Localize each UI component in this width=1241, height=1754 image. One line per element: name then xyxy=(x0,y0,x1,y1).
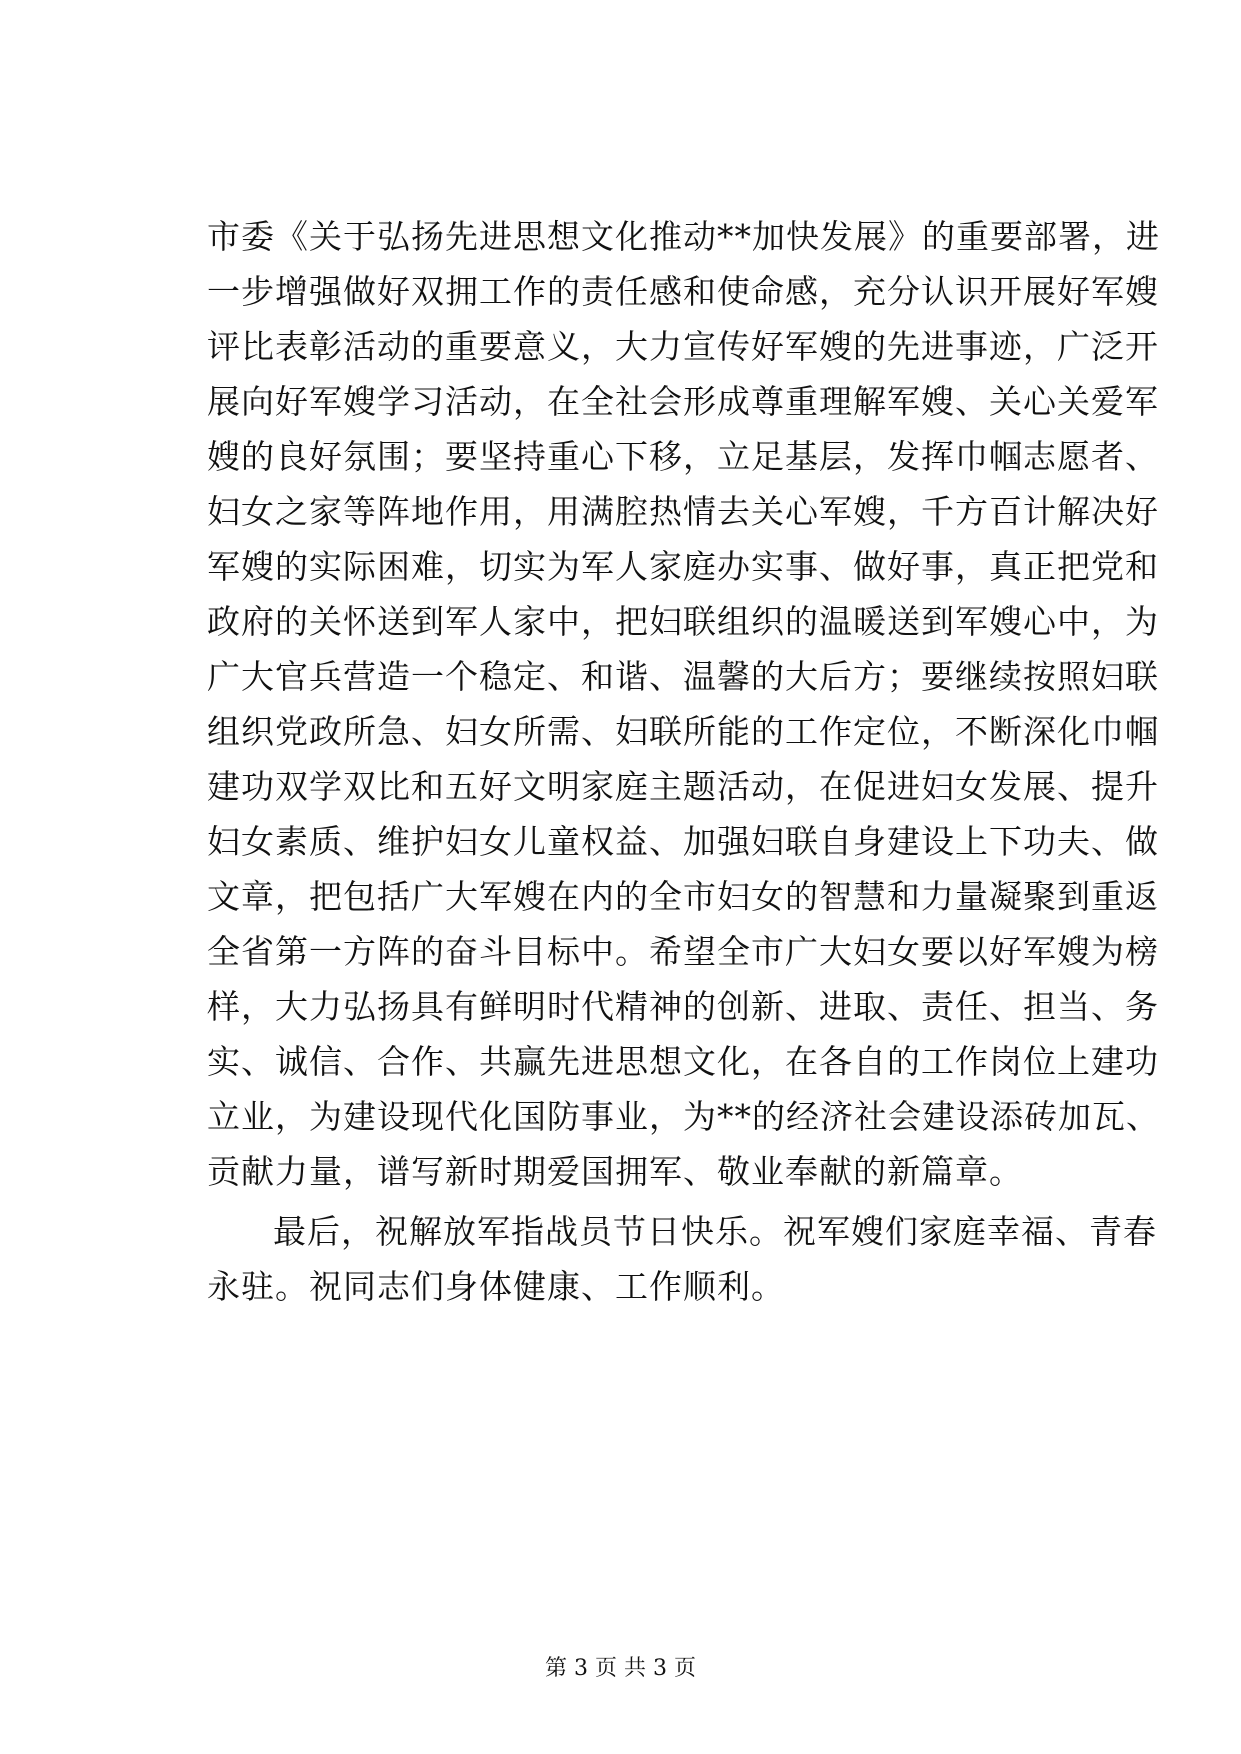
text-line: 建功双学双比和五好文明家庭主题活动，在促进妇女发展、提升 xyxy=(207,767,1159,806)
paragraph-first-line: 最后，祝解放军指战员节日快乐。祝军嫂们家庭幸福、青春 xyxy=(273,1212,1157,1251)
text-line: 市委《关于弘扬先进思想文化推动**加快发展》的重要部署，进 xyxy=(207,217,1160,256)
text-line: 贡献力量，谱写新时期爱国拥军、敬业奉献的新篇章。 xyxy=(207,1152,1023,1191)
text-line: 实、诚信、合作、共赢先进思想文化，在各自的工作岗位上建功 xyxy=(207,1042,1159,1081)
text-line: 样，大力弘扬具有鲜明时代精神的创新、进取、责任、担当、务 xyxy=(207,987,1159,1026)
page-number-footer: 第 3 页 共 3 页 xyxy=(545,1656,696,1681)
text-line: 立业，为建设现代化国防事业，为**的经济社会建设添砖加瓦、 xyxy=(207,1097,1160,1136)
text-line: 展向好军嫂学习活动，在全社会形成尊重理解军嫂、关心关爱军 xyxy=(207,382,1159,421)
text-line: 全省第一方阵的奋斗目标中。希望全市广大妇女要以好军嫂为榜 xyxy=(207,932,1159,971)
text-line: 永驻。祝同志们身体健康、工作顺利。 xyxy=(207,1267,785,1306)
text-line: 评比表彰活动的重要意义，大力宣传好军嫂的先进事迹，广泛开 xyxy=(207,327,1159,366)
text-line: 广大官兵营造一个稳定、和谐、温馨的大后方；要继续按照妇联 xyxy=(207,657,1159,696)
text-line: 组织党政所急、妇女所需、妇联所能的工作定位，不断深化巾帼 xyxy=(207,712,1159,751)
text-line: 妇女素质、维护妇女儿童权益、加强妇联自身建设上下功夫、做 xyxy=(207,822,1159,861)
text-line: 嫂的良好氛围；要坚持重心下移，立足基层，发挥巾帼志愿者、 xyxy=(207,437,1159,476)
text-line: 一步增强做好双拥工作的责任感和使命感，充分认识开展好军嫂 xyxy=(207,272,1159,311)
text-line: 妇女之家等阵地作用，用满腔热情去关心军嫂，千方百计解决好 xyxy=(207,492,1159,531)
text-line: 文章，把包括广大军嫂在内的全市妇女的智慧和力量凝聚到重返 xyxy=(207,877,1159,916)
text-line: 军嫂的实际困难，切实为军人家庭办实事、做好事，真正把党和 xyxy=(207,547,1159,586)
text-line: 政府的关怀送到军人家中，把妇联组织的温暖送到军嫂心中，为 xyxy=(207,602,1159,641)
